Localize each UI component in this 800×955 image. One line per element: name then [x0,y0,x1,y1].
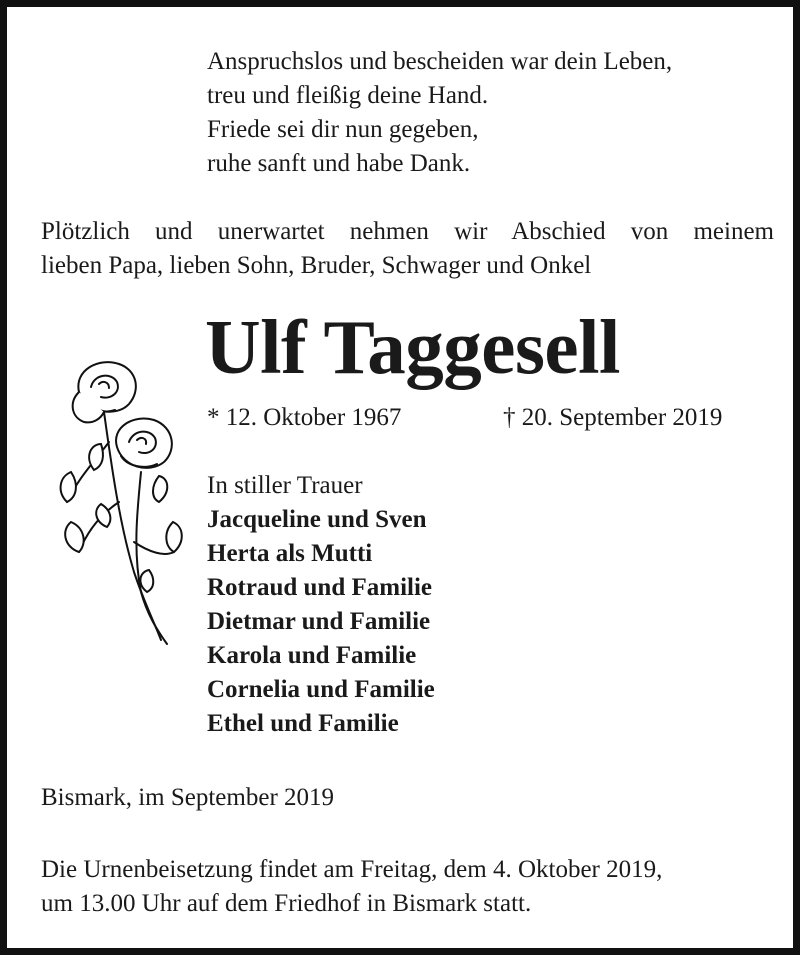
mourner-name: Cornelia und Familie [207,676,435,703]
birth-date: * 12. Oktober 1967 [207,404,402,431]
roses-illustration [49,352,189,652]
farewell-intro [41,215,774,283]
mourner-name: Jacqueline und Sven [207,506,427,533]
poem-line: treu und fleißig deine Hand. [207,82,489,109]
poem-line: Friede sei dir nun gegeben, [207,116,479,143]
intro-line: lieben Papa, lieben Sohn, Bruder, Schwager und Onkel [41,252,592,279]
deceased-name: Ulf Taggesell [205,304,620,390]
intro-line: Plötzlich und unerwartet nehmen wir Abschied von meinem [41,218,774,245]
death-date: † 20. September 2019 [503,404,723,431]
burial-line: um 13.00 Uhr auf dem Friedhof in Bismark statt. [41,890,532,917]
place-and-date: Bismark, im September 2019 [41,784,335,811]
mourner-name: Karola und Familie [207,642,417,669]
memorial-poem [207,45,672,181]
mourner-name: Ethel und Familie [207,710,399,737]
mourner-name: Rotraud und Familie [207,574,433,601]
poem-line: ruhe sanft und habe Dank. [207,150,471,177]
mourner-name: Dietmar und Familie [207,608,431,635]
burial-line: Die Urnenbeisetzung findet am Freitag, dem 4. Oktober 2019, [41,856,663,883]
poem-line: Anspruchslos und bescheiden war dein Leben, [207,48,673,75]
mourner-name: Herta als Mutti [207,540,373,567]
burial-announcement [41,853,662,921]
mourners-heading: In stiller Trauer [207,472,363,499]
mourners-list [207,469,435,741]
